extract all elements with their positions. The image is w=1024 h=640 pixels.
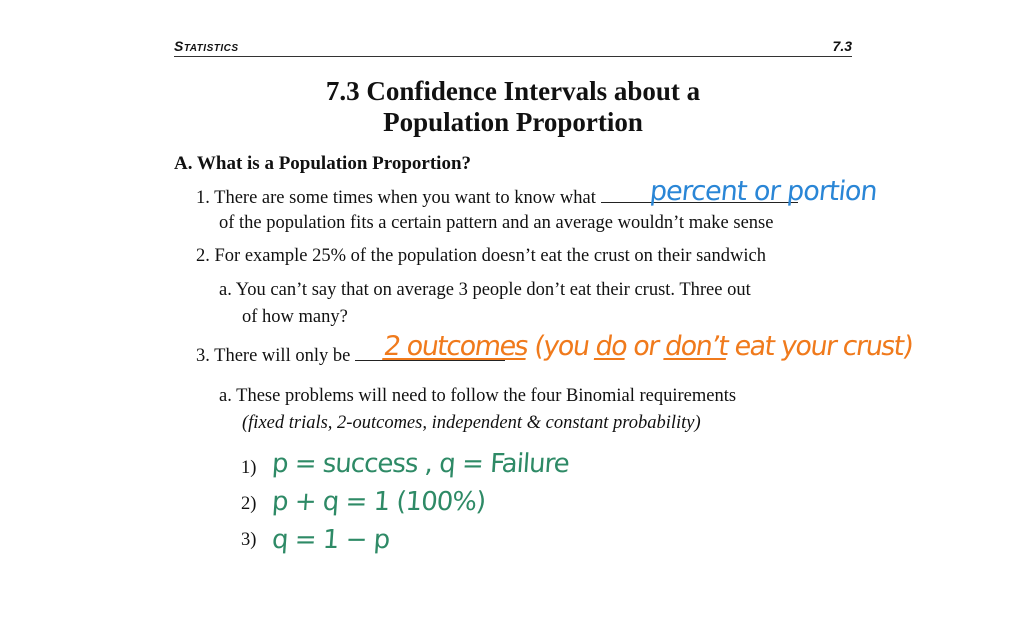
handwritten-do: do: [593, 331, 629, 362]
page-header: [174, 38, 852, 57]
handwritten-or: or: [631, 331, 661, 362]
item-3-text: There will only be: [214, 346, 351, 366]
item-3a-line-1: [219, 386, 736, 407]
item-2-text: For example 25% of the population doesn’t eat the crust on their sandwich: [214, 246, 766, 266]
item-2a-text-2: of how many?: [242, 307, 348, 327]
header-subject: Statistics: [174, 38, 239, 54]
list-2-number: 2): [241, 494, 257, 514]
handwritten-percent-or-portion: percent or portion: [648, 176, 879, 207]
page-title-line-2: Population Proportion: [383, 107, 643, 137]
item-3a-text-2: (fixed trials, 2-outcomes, independent & constant probability): [242, 413, 701, 433]
item-1-text-2: of the population fits a certain pattern and an average wouldn’t make sense: [219, 213, 774, 233]
handwritten-2-outcomes: 2 outcomes: [381, 331, 530, 362]
header-section-number: 7.3: [832, 38, 852, 54]
list-3-number: 3): [241, 530, 257, 550]
handwritten-paren-you: (you: [532, 331, 591, 362]
section-heading-a: A. What is a Population Proportion?: [174, 153, 472, 174]
item-3a-text-1: These problems will need to follow the four Binomial requirements: [236, 386, 737, 406]
handwritten-list-3: q = 1 − p: [270, 525, 391, 555]
handwritten-outcomes-note: [382, 331, 914, 362]
item-2-number: 2.: [196, 246, 210, 266]
item-3-number: 3.: [196, 346, 210, 366]
list-1-number: 1): [241, 458, 257, 478]
handwritten-eat-your-crust: eat your crust): [732, 331, 915, 362]
handwritten-dont: don’t: [662, 331, 730, 362]
handwritten-list-2: p + q = 1 (100%): [270, 487, 487, 517]
item-2a-line-1: [219, 280, 751, 301]
item-3a-label: a.: [219, 386, 232, 406]
page-title-line-1: 7.3 Confidence Intervals about a: [325, 76, 701, 106]
item-1-text-1: There are some times when you want to know what: [214, 188, 596, 208]
item-2a-text-1: You can’t say that on average 3 people don’t eat their crust. Three out: [235, 280, 751, 300]
handwritten-list-1: p = success , q = Failure: [270, 449, 570, 479]
item-2a-label: a.: [219, 280, 232, 300]
item-1-number: 1.: [196, 188, 210, 208]
item-2-line: [196, 246, 766, 267]
